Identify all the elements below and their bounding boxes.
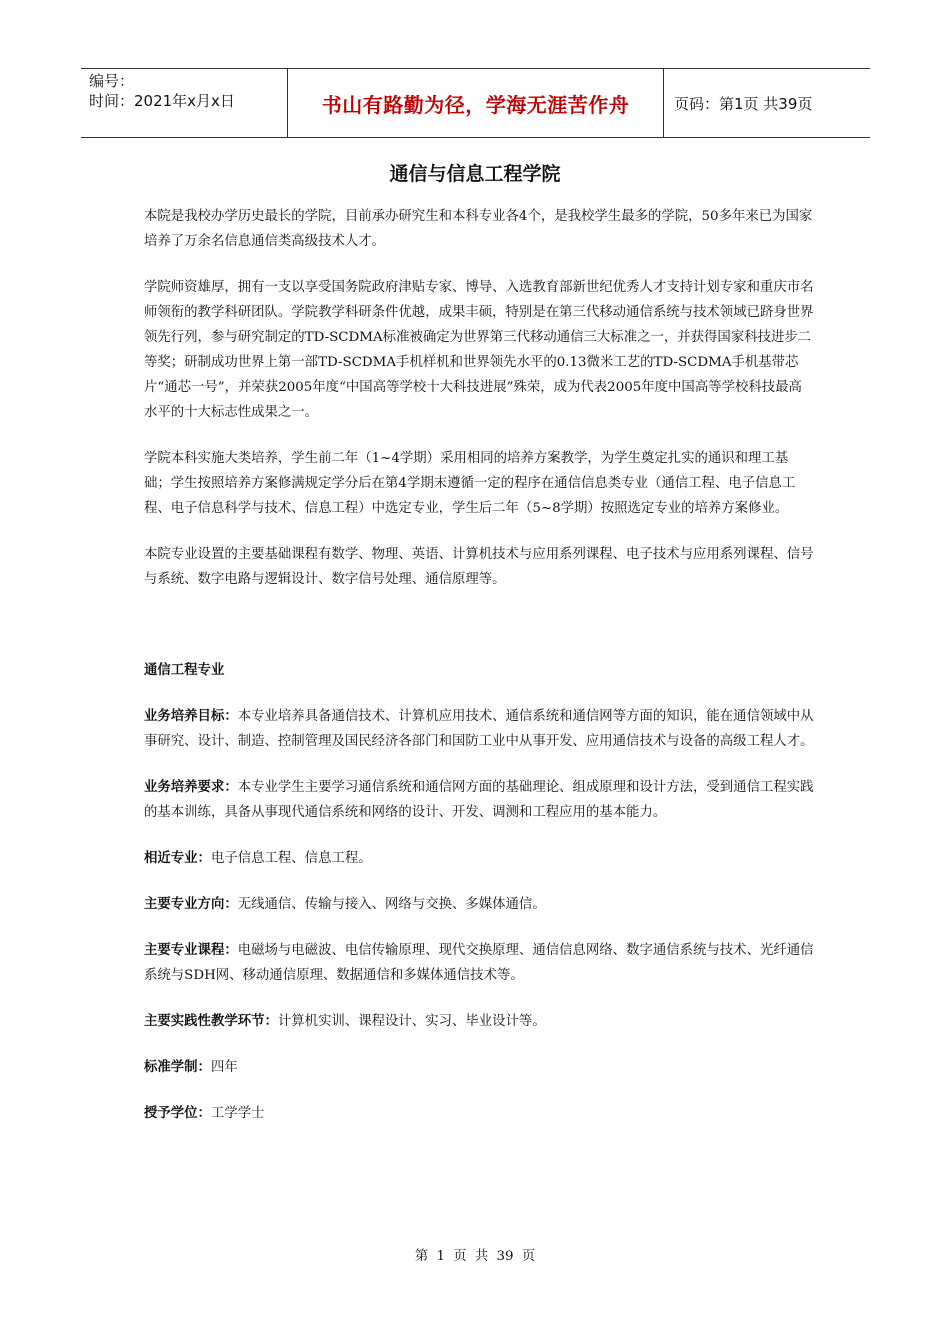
major-item-label: 主要专业方向： [144,897,238,912]
major-item [144,1055,814,1080]
page-header [81,68,870,138]
header-motto: 书山有路勤为径，学海无涯苦作舟 [288,69,664,137]
intro-paragraph: 学院师资雄厚，拥有一支以享受国务院政府津贴专家、博导、入选教育部新世纪优秀人才支持计划专家和重庆市名师领衔的教学科研团队。学院教学科研条件优越，成果丰硕，特别是在第三代移动通信系统与技术领域已跻身世界领先行列，参与研究制定的TD-SCDMA标准被确定为世界第三代移动通信三大标准之一，并获得国家科技进步二等奖；研制成功世界上第一部TD-SCDMA手机样机和世界领先水平的0.13微米工艺的TD-SCDMA手机基带芯片“通芯一号”，并荣获2005年度“中国高等学校十大科技进展”殊荣，成为代表2005年度中国高等学校科技最高水平的十大标志性成果之一。 [144,280,814,420]
major-item-text: 电子信息工程、信息工程。 [210,851,372,866]
major-item [144,892,814,917]
major-item-label: 相近专业： [144,851,211,866]
major-item [144,1101,814,1126]
major-item [144,846,814,871]
number-label: 编号： [89,72,135,90]
major-item-label: 主要专业课程： [144,943,238,958]
major-item-label: 主要实践性教学环节： [144,1014,278,1029]
document-body [144,204,814,1147]
intro-paragraph: 本院专业设置的主要基础课程有数学、物理、英语、计算机技术与应用系列课程、电子技术与应用系列课程、信号与系统、数字电路与逻辑设计、数字信号处理、通信原理等。 [144,547,814,587]
major-item [144,704,814,754]
major-item-label: 授予学位： [144,1106,211,1121]
major-item [144,938,814,988]
major-heading: 通信工程专业 [144,663,225,678]
header-page-label: 页码：第1页 共39页 [674,94,813,113]
major-item-text: 四年 [210,1060,238,1075]
major-item-text: 本专业学生主要学习通信系统和通信网方面的基础理论、组成原理和设计方法，受到通信工程实践的基本训练，具备从事现代通信系统和网络的设计、开发、调测和工程应用的基本能力。 [144,780,814,820]
header-meta [81,69,288,137]
major-item-text: 工学学士 [210,1106,265,1121]
major-item [144,775,814,825]
page-footer: 第 1 页 共 39 页 [414,1249,536,1264]
major-item-label: 业务培养要求： [144,780,238,795]
major-item-text: 无线通信、传输与接入、网络与交换、多媒体通信。 [237,897,546,912]
major-item-text: 计算机实训、课程设计、实习、毕业设计等。 [277,1014,546,1029]
major-item [144,1009,814,1034]
major-item-text: 本专业培养具备通信技术、计算机应用技术、通信系统和通信网等方面的知识，能在通信领域中从事研究、设计、制造、控制管理及国民经济各部门和国防工业中从事开发、应用通信技术与设备的高级工程人才。 [144,709,814,749]
intro-paragraph: 本院是我校办学历史最长的学院，目前承办研究生和本科专业各4个，是我校学生最多的学院，50多年来已为国家培养了万余名信息通信类高级技术人才。 [144,209,813,249]
major-item-text: 电磁场与电磁波、电信传输原理、现代交换原理、通信信息网络、数字通信系统与技术、光纤通信系统与SDH网、移动通信原理、数据通信和多媒体通信技术等。 [144,943,814,983]
major-item-label: 业务培养目标： [144,709,238,724]
page-title: 通信与信息工程学院 [389,163,561,185]
time-label: 时间：2021年x月x日 [89,92,235,110]
major-item-label: 标准学制： [144,1060,211,1075]
intro-paragraph: 学院本科实施大类培养，学生前二年（1~4学期）采用相同的培养方案教学，为学生奠定扎实的通识和理工基础；学生按照培养方案修满规定学分后在第4学期末遵循一定的程序在通信信息类专业（通信工程、电子信息工程、电子信息科学与技术、信息工程）中选定专业，学生后二年（5~8学期）按照选定专业的培养方案修业。 [144,451,796,516]
